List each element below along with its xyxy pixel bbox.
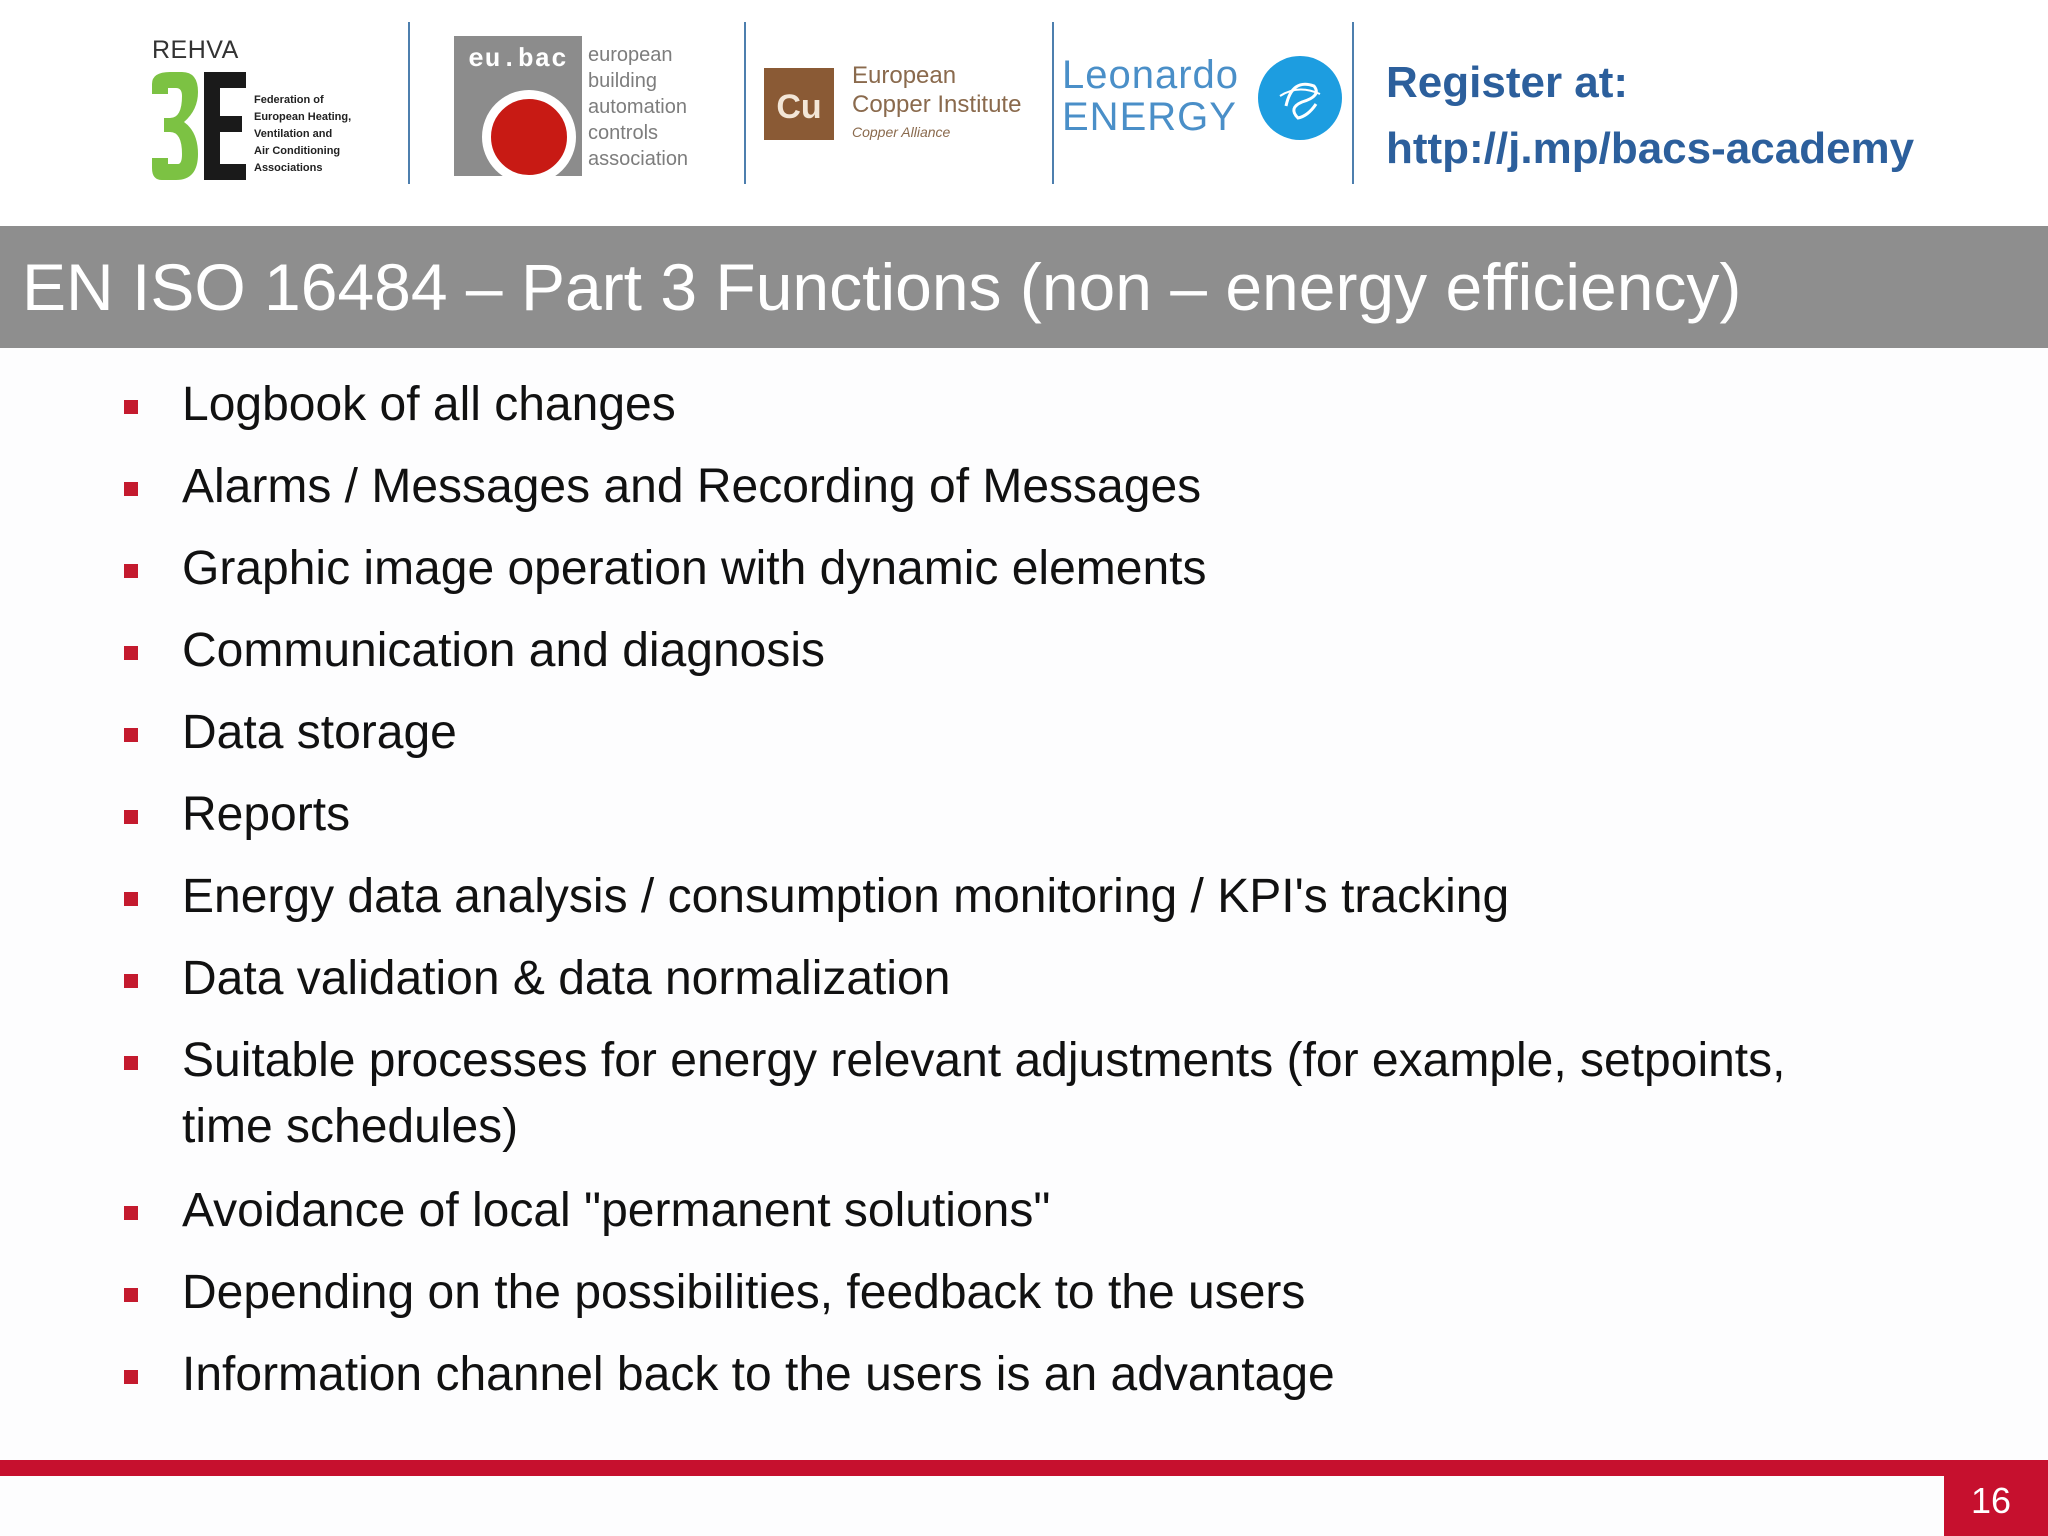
eubac-label: eu.bac <box>468 44 568 74</box>
bullet-square-icon <box>124 482 138 496</box>
bullet-square-icon <box>124 1288 138 1302</box>
bullet-square-icon <box>124 1056 138 1070</box>
title-bar <box>0 226 2048 348</box>
eubac-text: european building automation controls association <box>588 44 689 170</box>
register-link[interactable]: http://j.mp/bacs-academy <box>1386 124 1915 173</box>
bullet-square-icon <box>124 810 138 824</box>
leonardo-orbit-icon <box>1258 56 1342 140</box>
logo-divider <box>744 22 746 184</box>
leonardo-logo: Leonardo ENERGY <box>1062 53 1240 139</box>
bullet-square-icon <box>124 974 138 988</box>
slide: REHVA Federation of European Heating, Ventilation and Air Conditioning Associations eu.bac european building automation controls association Cu European Copper Institute Copper Alliance Leonardo ENERGY Register at: http://j.mp/bacs-academy EN ISO 16484 – Part 3 Functions (non – energy efficiency) Logbook of all changes Alarms / Messages and Recording of Messages Graphic image operation with dynamic elements Communication and diagnosis Data storage Reports Energy data analysis / consumption monitoring / KPI's tracking Data validation & data normalization Suitable processes for energy relevant adjustments (for example, setpoints, time schedules) Avoidance of local "permanent solutions" Depending on the possibilities, feedback to the users Information channel back to the users is an advantage 16 <box>0 0 2048 1536</box>
register-block <box>1386 50 1914 182</box>
eubac-logo <box>454 36 582 176</box>
bullet-square-icon <box>124 1206 138 1220</box>
slide-title: EN ISO 16484 – Part 3 Functions (non – energy efficiency) <box>22 250 1742 324</box>
bullet-square-icon <box>124 728 138 742</box>
rehva-3e-icon <box>148 70 248 182</box>
bullet-square-icon <box>124 564 138 578</box>
page-number: 16 <box>1970 1480 2012 1521</box>
eubac-red-dot-icon <box>482 90 576 184</box>
logo-divider <box>408 22 410 184</box>
rehva-logo <box>148 36 368 186</box>
bullet-square-icon <box>124 646 138 660</box>
register-label: Register at: <box>1386 58 1629 107</box>
rehva-description: Federation of European Heating, Ventilation and Air Conditioning Associations <box>254 94 352 174</box>
page-number-box <box>1944 1460 2048 1536</box>
footer-line <box>0 1460 2048 1476</box>
logo-divider <box>1352 22 1354 184</box>
copper-logo <box>764 68 834 140</box>
bullet-square-icon <box>124 892 138 906</box>
copper-label: Cu <box>776 88 822 126</box>
rehva-name: REHVA <box>152 36 239 64</box>
bullet-square-icon <box>124 400 138 414</box>
logo-divider <box>1052 22 1054 184</box>
copper-text: European Copper Institute Copper Alliance <box>852 62 1022 140</box>
bullet-square-icon <box>124 1370 138 1384</box>
logo-header <box>0 0 2048 226</box>
